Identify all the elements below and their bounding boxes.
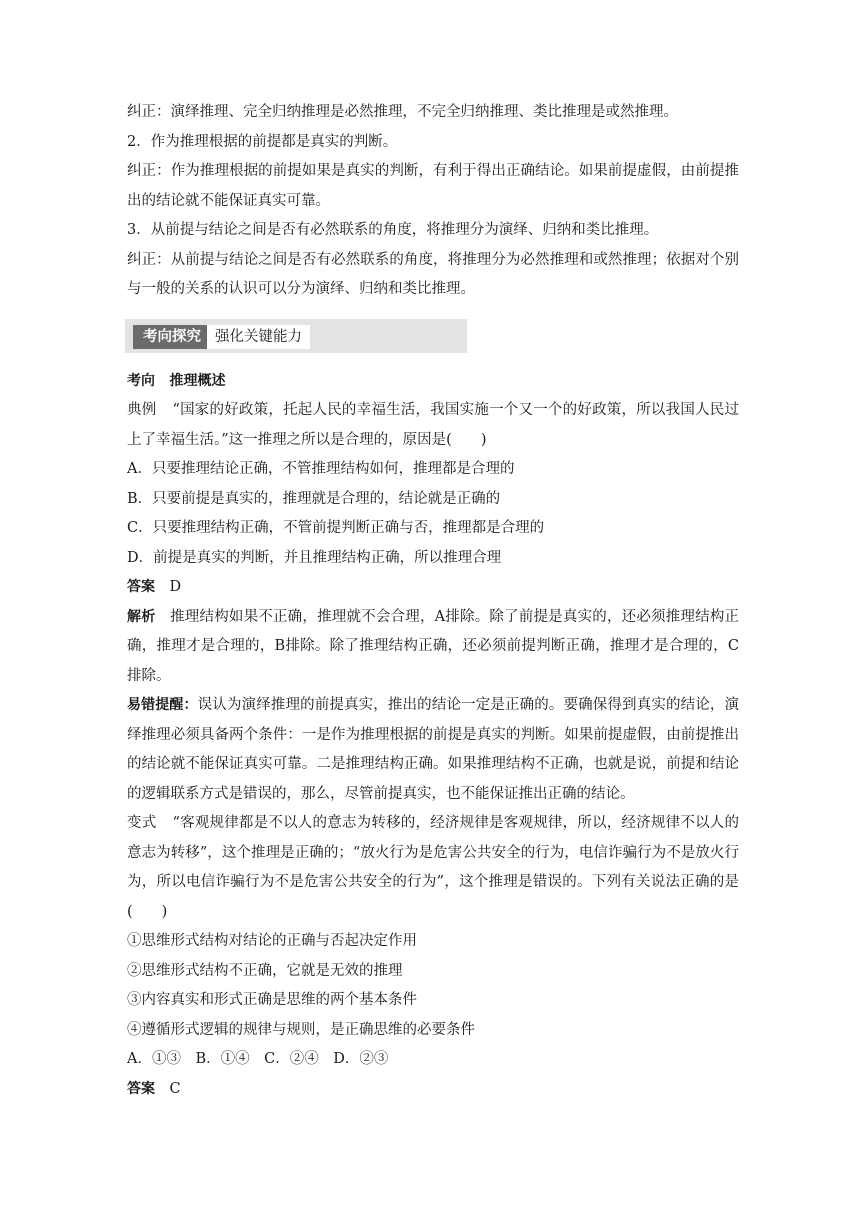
correction-1: 纠正：演绎推理、完全归纳推理是必然推理，不完全归纳推理、类比推理是或然推理。 <box>127 104 678 120</box>
banner-dark-label: 考向探究 <box>133 325 207 349</box>
document-page <box>127 98 739 1104</box>
variant-item-4: ④遵循形式逻辑的规律与规则，是正确思维的必要条件 <box>127 1021 475 1038</box>
variant-item-3: ③内容真实和形式正确是思维的两个基本条件 <box>127 992 417 1008</box>
error-tip <box>127 691 739 809</box>
misconception-2: 2．作为推理根据的前提都是真实的判断。 <box>127 133 398 150</box>
section-banner <box>125 319 467 353</box>
example-answer <box>127 573 739 603</box>
variant-text: “客观规律都是不以人的意志为转移的，经济规律是客观规律，所以，经济规律不以人的意志为转移”，这个推理是正确的；“放火行为是危害公共安全的行为，电信诈骗行为不是放火行为，所以电信诈骗行为不是危害公共安全的行为”，这个推理是错误的。下列有关说法正确的是( ) <box>127 815 739 920</box>
example-option-d: D．前提是真实的判断，并且推理结构正确，所以推理合理 <box>127 549 502 566</box>
answer-value: D <box>169 579 182 595</box>
correction-2: 纠正：作为推理根据的前提如果是真实的判断，有利于得出正确结论。如果前提虚假，由前提推出的结论就不能保证真实可靠。 <box>127 163 739 209</box>
answer-label: 答案 <box>127 579 155 595</box>
tip-label: 易错提醒： <box>127 697 198 713</box>
section-heading <box>127 367 739 397</box>
variant-label: 变式 <box>127 815 157 831</box>
section-title: 推理概述 <box>169 372 226 389</box>
section-label: 考向 <box>127 372 155 389</box>
misconception-3: 3．从前提与结论之间是否有必然联系的角度，将推理分为演绎、归纳和类比推理。 <box>127 222 659 238</box>
variant-item-1: ①思维形式结构对结论的正确与否起决定作用 <box>127 933 417 949</box>
example-label: 典例 <box>127 402 157 418</box>
variant-item-2: ②思维形式结构不正确，它就是无效的推理 <box>127 962 403 979</box>
example-text: “国家的好政策，托起人民的幸福生活，我国实施一个又一个的好政策，所以我国人民过上了幸福生活。”这一推理之所以是合理的，原因是( ) <box>127 402 739 448</box>
correction-3: 纠正：从前提与结论之间是否有必然联系的角度，将推理分为必然推理和或然推理；依据对个别与一般的关系的认识可以分为演绎、归纳和类比推理。 <box>127 251 739 297</box>
example-analysis <box>127 603 739 692</box>
example-option-a: A．只要推理结论正确，不管推理结构如何，推理都是合理的 <box>127 461 515 477</box>
example-option-b: B．只要前提是真实的，推理就是合理的，结论就是正确的 <box>127 490 501 507</box>
variant-choices: A．①③ B．①④ C．②④ D．②③ <box>127 1051 389 1067</box>
example-option-c: C．只要推理结构正确，不管前提判断正确与否，推理都是合理的 <box>127 520 545 536</box>
variant-answer-label: 答案 <box>127 1080 155 1097</box>
analysis-text: 推理结构如果不正确，推理就不会合理，A排除。除了前提是真实的，还必须推理结构正确，推理才是合理的，B排除。除了推理结构正确，还必须前提判断正确，推理才是合理的，C排除。 <box>127 608 740 684</box>
tip-text: 误认为演绎推理的前提真实，推出的结论一定是正确的。要确保得到真实的结论，演绎推理必须具备两个条件：一是作为推理根据的前提是真实的判断。如果前提虚假，由前提推出的结论就不能保证真实可靠。二是推理结构正确。如果推理结构不正确，也就是说，前提和结论的逻辑联系方式是错误的，那么，尽管前提真实，也不能保证推出正确的结论。 <box>127 697 739 802</box>
variant-question <box>127 809 739 927</box>
analysis-label: 解析 <box>127 608 156 625</box>
variant-answer <box>127 1075 739 1105</box>
variant-answer-value: C <box>169 1080 181 1097</box>
banner-light-label: 强化关键能力 <box>207 325 310 349</box>
example-question <box>127 396 739 455</box>
